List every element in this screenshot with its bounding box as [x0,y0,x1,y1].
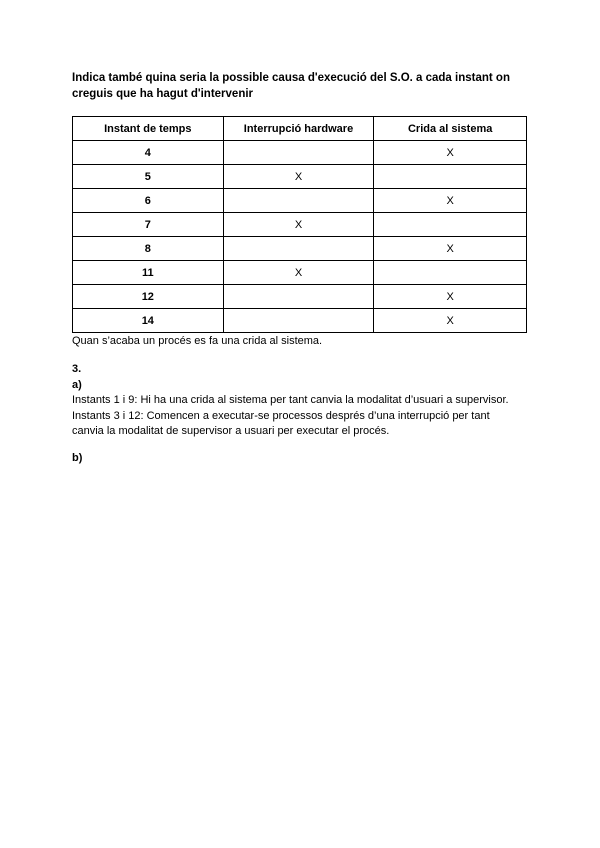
part-a-line-3: canvia la modalitat de supervisor a usuari per executar el procés. [72,425,390,437]
cell-system-call: X [374,285,527,309]
cell-instant: 7 [73,213,224,237]
table-header-row [73,117,527,141]
table-row [73,261,527,285]
section-3 [72,362,542,440]
cell-system-call [374,213,527,237]
part-a-line-2: Instants 3 i 12: Comencen a executar-se processos després d’una interrupció per tant [72,409,490,422]
cell-system-call [374,165,527,189]
interrupt-table [72,116,527,333]
part-a-line-1: Instants 1 i 9: Hi ha una crida al sistema per tant canvia la modalitat d’usuari a supervisor. [72,394,509,406]
question-intro [72,70,532,102]
cell-system-call: X [374,141,527,165]
cell-hardware [223,189,374,213]
header-system-call: Crida al sistema [374,117,527,141]
cell-hardware [223,309,374,333]
cell-hardware [223,285,374,309]
intro-line-2: creguis que ha hagut d'intervenir [72,88,254,100]
intro-line-1: Indica també quina seria la possible causa d'execució del S.O. a cada instant on [72,72,510,84]
table-row [73,141,527,165]
table-row [73,309,527,333]
cell-instant: 8 [73,237,224,261]
cell-instant: 14 [73,309,224,333]
part-b-label: b) [72,452,83,464]
header-instant: Instant de temps [73,117,224,141]
cell-hardware [223,141,374,165]
cell-hardware: X [223,213,374,237]
table-row [73,165,527,189]
cell-system-call: X [374,309,527,333]
header-hardware-interrupt: Interrupció hardware [223,117,374,141]
cell-hardware: X [223,261,374,285]
cell-system-call: X [374,189,527,213]
cell-system-call [374,261,527,285]
part-a-label: a) [72,378,82,391]
table-row [73,213,527,237]
cell-instant: 11 [73,261,224,285]
table-note: Quan s’acaba un procés es fa una crida al sistema. [72,335,323,347]
cell-system-call: X [374,237,527,261]
cell-hardware: X [223,165,374,189]
section-number: 3. [72,363,82,375]
table-row [73,285,527,309]
cell-instant: 4 [73,141,224,165]
table-row [73,237,527,261]
cell-hardware [223,237,374,261]
table-row [73,189,527,213]
cell-instant: 5 [73,165,224,189]
cell-instant: 6 [73,189,224,213]
cell-instant: 12 [73,285,224,309]
